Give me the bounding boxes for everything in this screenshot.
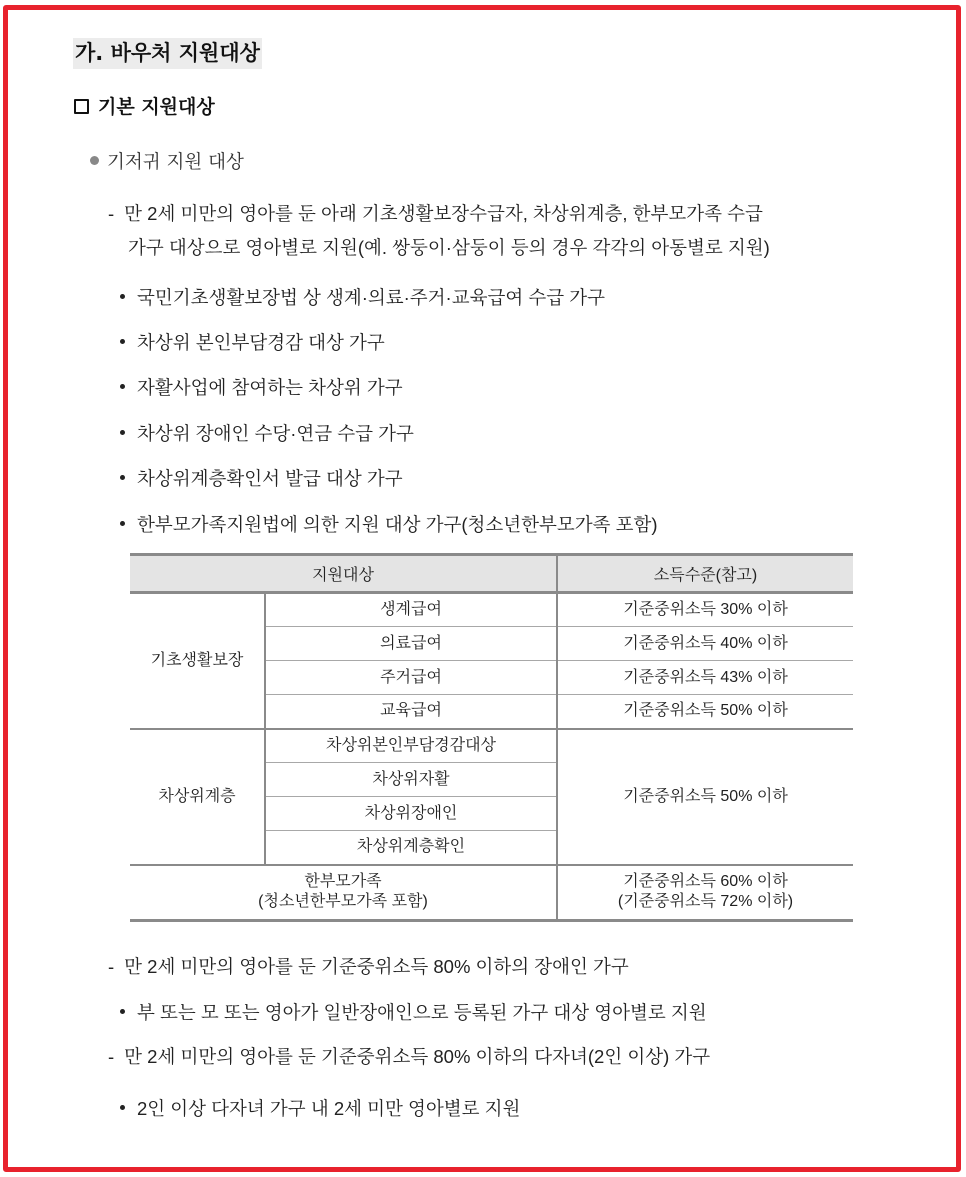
- bullet-icon: [120, 521, 125, 526]
- table-row: [130, 865, 853, 921]
- additional-bullet-1: [120, 1000, 707, 1026]
- section-title: 가. 바우처 지원대상: [73, 38, 262, 69]
- list-item-text: 차상위계층확인서 발급 대상 가구: [137, 468, 403, 489]
- list-item-text: 국민기초생활보장법 상 생계·의료·주거·교육급여 수급 가구: [137, 287, 605, 308]
- item-cell: 교육급여: [265, 695, 557, 729]
- table-row: [130, 593, 853, 627]
- income-cell: 기준중위소득 50% 이하: [557, 695, 853, 729]
- list-item: [120, 330, 385, 356]
- income-cell: [557, 865, 853, 921]
- income-cell: 기준중위소득 40% 이하: [557, 627, 853, 661]
- list-item-text: 한부모가족지원법에 의한 지원 대상 가구(청소년한부모가족 포함): [137, 514, 658, 535]
- item-cell: 차상위장애인: [265, 797, 557, 831]
- additional-text: 만 2세 미만의 영아를 둔 기준중위소득 80% 이하의 장애인 가구: [124, 956, 629, 977]
- group-name-line-2: (청소년한부모가족 포함): [258, 893, 428, 911]
- list-item-text: 차상위 장애인 수당·연금 수급 가구: [137, 423, 414, 444]
- bullet-icon: [120, 1009, 125, 1014]
- bullet-icon: [120, 384, 125, 389]
- item-cell: 차상위본인부담경감대상: [265, 729, 557, 763]
- additional-dash-1: [108, 954, 629, 980]
- list-item: [120, 375, 403, 401]
- additional-text: 2인 이상 다자녀 가구 내 2세 미만 영아별로 지원: [137, 1098, 521, 1119]
- list-item: [120, 466, 403, 492]
- income-table: [130, 553, 853, 922]
- intro-line-1: [108, 201, 763, 227]
- bullet-icon: [120, 294, 125, 299]
- bullet-icon: [120, 430, 125, 435]
- intro-line-2: 가구 대상으로 영아별로 지원(예. 쌍둥이·삼둥이 등의 경우 각각의 아동별로 지원): [128, 237, 770, 258]
- topic-title: 기저귀 지원 대상: [107, 152, 244, 173]
- item-cell: 차상위자활: [265, 763, 557, 797]
- group-single-parent: [130, 865, 557, 921]
- income-cell: 기준중위소득 43% 이하: [557, 661, 853, 695]
- list-item-text: 자활사업에 참여하는 차상위 가구: [137, 377, 403, 398]
- dash-icon: -: [108, 1046, 115, 1067]
- bullet-icon: [120, 475, 125, 480]
- item-cell: 생계급여: [265, 593, 557, 627]
- header-target: 지원대상: [130, 555, 557, 593]
- checkbox-square-icon: [74, 99, 89, 114]
- group-name-line-1: 한부모가족: [304, 873, 382, 891]
- list-item: [120, 512, 658, 538]
- income-line-1: 기준중위소득 60% 이하: [623, 873, 788, 891]
- bullet-circle-icon: [90, 156, 99, 165]
- header-income: 소득수준(참고): [557, 555, 853, 593]
- group-basic-livelihood: 기초생활보장: [130, 593, 265, 729]
- item-cell: 차상위계층확인: [265, 831, 557, 865]
- bullet-icon: [120, 339, 125, 344]
- subsection-title: 기본 지원대상: [98, 96, 215, 118]
- subsection-heading: [74, 94, 215, 120]
- item-cell: 주거급여: [265, 661, 557, 695]
- additional-text: 부 또는 모 또는 영아가 일반장애인으로 등록된 가구 대상 영아별로 지원: [137, 1002, 707, 1023]
- table-row: [130, 729, 853, 763]
- additional-bullet-2: [120, 1096, 520, 1122]
- income-cell: 기준중위소득 30% 이하: [557, 593, 853, 627]
- income-cell: 기준중위소득 50% 이하: [557, 729, 853, 865]
- topic-heading: [90, 150, 244, 176]
- income-line-2: (기준중위소득 72% 이하): [617, 893, 794, 911]
- dash-icon: -: [108, 203, 115, 224]
- list-item: [120, 421, 414, 447]
- bullet-icon: [120, 1105, 125, 1110]
- list-item-text: 차상위 본인부담경감 대상 가구: [137, 332, 385, 353]
- list-item: [120, 285, 605, 311]
- intro-text-1: 만 2세 미만의 영아를 둔 아래 기초생활보장수급자, 차상위계층, 한부모가족 수급: [124, 203, 763, 224]
- item-cell: 의료급여: [265, 627, 557, 661]
- dash-icon: -: [108, 956, 115, 977]
- group-near-poverty: 차상위계층: [130, 729, 265, 865]
- additional-dash-2: [108, 1044, 710, 1070]
- additional-text: 만 2세 미만의 영아를 둔 기준중위소득 80% 이하의 다자녀(2인 이상) 가구: [124, 1046, 711, 1067]
